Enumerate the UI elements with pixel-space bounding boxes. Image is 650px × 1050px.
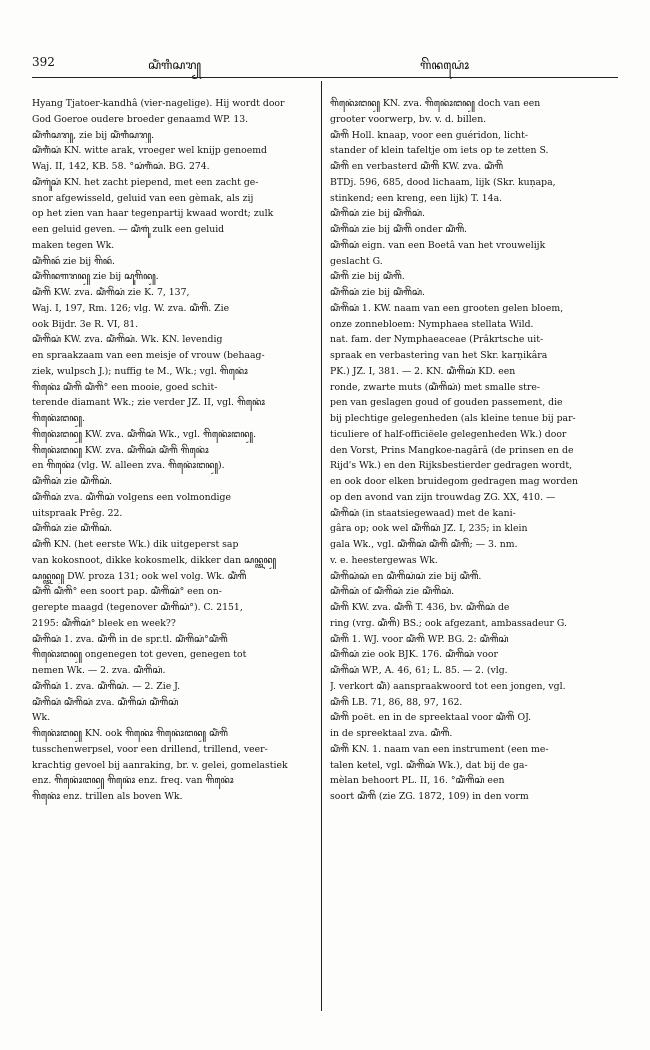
text-line: uitspraak Prêg. 22. <box>32 507 123 519</box>
text-line: den Vorst, Prins Mangkoe-nagârâ (de prinsen en de <box>330 444 574 456</box>
text-line: van kokosnoot, dikke kokosmelk, dikker dan ꦱꦤ꧀ꦠꦤ꧀ <box>32 554 277 566</box>
text-line: ꦒꦼꦤꦺꦴꦁꦔꦤ꧀ KW. zva. ꦱꦶꦁꦒꦼꦁꦱꦁ ꦱꦶꦁꦒꦼꦁ ꦒꦼꦤꦺꦴꦁ <box>32 444 209 456</box>
running-head-left: ꦱꦶꦁꦒꦶꦱꦫ꧀ <box>148 58 202 72</box>
text-line: grooter voorwerp, bv. v. d. billen. <box>330 113 487 125</box>
text-line: talen ketel, vgl. ꦱꦶꦁꦒꦼꦁꦱꦁ Wk.), dat bij de ga- <box>330 759 528 771</box>
text-line: ꦱꦶꦁꦒꦼꦁ LB. 71, 86, 88, 97, 162. <box>330 696 463 708</box>
text-line: onze zonnebloem: Nymphaea stellata Wild. <box>330 318 534 330</box>
text-line: ronde, zwarte muts (ꦱꦶꦁꦒꦼꦁꦱꦁ) met smalle stre- <box>330 381 540 393</box>
text-line: gala Wk., vgl. ꦱꦶꦁꦒꦼꦁꦱꦁ ꦱꦶꦁꦒꦼꦁ ꦱꦶꦁꦒꦼꦁ; — 3. nm. <box>330 539 518 550</box>
text-line: krachtig gevoel bij aanraking, br. v. gelei, gomelastiek <box>32 759 288 771</box>
text-line: PK.) JZ. I, 381. — 2. KN. ꦱꦶꦁꦒꦼꦁꦱꦁ KD. een <box>330 365 516 377</box>
text-line: soort ꦱꦶꦁꦒꦼꦁ (zie ZG. 1872, 109) in den vorm <box>330 791 529 802</box>
text-line: op den avond van zijn trouwdag ZG. XX, 410. — <box>330 491 556 503</box>
header-rule <box>32 77 618 78</box>
text-line: ꦱꦶꦁꦒꦼꦁ KN. (het eerste Wk.) dik uitgeperst sap <box>32 539 239 550</box>
text-line: ꦱꦶꦁꦒꦼꦁ ꦱꦶꦁꦒꦼꦁ° een soort pap. ꦱꦶꦁꦒꦼꦁꦱꦁ° een on- <box>32 586 222 598</box>
text-line: BTDj. 596, 685, dood lichaam, lijk (Skr. kuṇapa, <box>330 176 556 188</box>
text-line: bij plechtige gelegenheden (als kleine tenue bij par- <box>330 413 576 424</box>
text-line: ꦱꦶꦁꦒꦼꦁꦱꦁ 1. zva. ꦱꦶꦁꦒꦼꦁ in de spr.tl. ꦱꦶꦁꦒꦼꦁꦱꦁ°ꦱꦶꦁꦒꦼꦁ <box>32 633 228 645</box>
text-line: ꦱꦶꦁꦒꦼꦁ en verbasterd ꦱꦶꦁꦒꦼꦁ KW. zva. ꦱꦶꦁꦒꦼꦁ <box>330 161 503 172</box>
text-line: ꦱꦶꦁꦒꦼꦁꦱꦁ 1. KW. naam van een grooten gelen bloem, <box>330 302 564 314</box>
text-line: ꦱꦶꦁꦒꦼꦁ Holl. knaap, voor een guéridon, licht- <box>330 129 529 141</box>
text-line: stinkend; een kreng, een lijk) T. 14a. <box>330 192 503 204</box>
text-line: ꦱꦶꦁꦒꦶꦱꦫ꧀, zie bij ꦱꦶꦁꦒꦶꦱꦫ꧀. <box>32 129 155 141</box>
text-line: mèlan behoort PL. II, 16. °ꦱꦶꦁꦒꦼꦁꦱꦁ een <box>330 775 505 787</box>
text-line: ook Bijdr. 3e R. VI, 81. <box>32 318 139 330</box>
text-line: ꦱꦶꦁꦒꦼꦁꦱꦁ WP., A. 46, 61; L. 85. — 2. (vlg. <box>330 665 508 676</box>
text-line: maken tegen Wk. <box>32 239 115 251</box>
text-line: ꦱꦶꦁꦒꦼꦁꦱꦁ 1. zva. ꦱꦶꦁꦒꦼꦁꦱꦁ. — 2. Zie J. <box>32 680 181 692</box>
text-line: ꦱꦶꦁꦒꦼꦁꦱꦁ zie bij ꦱꦶꦁꦒꦼꦁ onder ꦱꦶꦁꦒꦼꦁ. <box>330 224 468 235</box>
page-number: 392 <box>32 55 55 69</box>
text-line: ꦱꦶꦁꦒꦼꦁꦱꦁ ꦱꦶꦁꦒꦼꦁꦱꦁ zva. ꦱꦶꦁꦒꦼꦁꦱꦁ ꦱꦶꦁꦒꦼꦁꦱꦁ <box>32 696 179 708</box>
text-line: ꦱꦶꦁꦒꦼꦁꦱꦁ zie ꦱꦶꦁꦒꦼꦁꦱꦁ. <box>32 523 113 535</box>
text-line: een geluid geven. — ꦱꦶꦁꦒꦸꦁ zulk een geluid <box>32 224 225 235</box>
text-line: op het zien van haar tegenpartij kwaad wordt; zulk <box>32 208 274 220</box>
text-line: ꦱꦶꦁꦒꦼꦁꦱꦁ zva. ꦱꦶꦁꦒꦼꦁꦱꦁ volgens een volmondige <box>32 491 231 503</box>
text-line: ꦱꦶꦁꦒꦶꦁꦱꦁ KN. witte arak, vroeger wel knijp genoemd <box>32 145 267 157</box>
text-line: ꦒꦼꦤꦺꦴꦁꦔꦤ꧀ KW. zva. ꦱꦶꦁꦒꦼꦁꦱꦁ Wk., vgl. ꦒꦼꦤꦺꦴꦁꦔꦤ꧀. <box>32 428 256 440</box>
text-line: ꦱꦤ꧀ꦠꦤ꧀ DW. proza 131; ook wel volg. Wk. ꦱꦶꦁꦒꦼꦁ <box>32 570 247 582</box>
text-line: Rijd's Wk.) en den Rijksbestierder gedragen wordt, <box>330 460 573 472</box>
text-line: Wk. <box>32 712 51 724</box>
text-line: stander of klein tafeltje om iets op te zetten S. <box>330 145 549 157</box>
text-line: terende diamant Wk.; zie verder JZ. II, vgl. ꦒꦼꦤꦺꦴꦁ <box>32 397 266 409</box>
text-line: ꦱꦶꦁꦒꦼꦁꦱꦁ zie bij ꦱꦶꦁꦒꦼꦁꦱꦁ. <box>330 287 425 298</box>
text-line: ꦱꦶꦁꦒꦸꦁꦱꦁ KN. het zacht piepend, met een zacht ge- <box>32 176 259 188</box>
text-line: Hyang Tjatoer-kandhâ (vier-nagelige). Hij wordt door <box>32 98 285 109</box>
text-line: ꦱꦶꦁꦒꦼꦤꦂ zie bij ꦒꦼꦤꦂ. <box>32 255 115 267</box>
text-line: ꦱꦶꦁꦒꦼꦁꦱꦁ of ꦱꦶꦁꦒꦼꦁꦱꦁ zie ꦱꦶꦁꦒꦼꦁꦱꦁ. <box>330 586 455 598</box>
text-line: ꦒꦼꦤꦺꦴꦁꦔꦤ꧀ KN. zva. ꦒꦼꦤꦺꦴꦁꦔꦤ꧀ doch van een <box>330 98 541 109</box>
text-line: ꦱꦶꦁꦒꦼꦁ poët. en in de spreektaal voor ꦱꦶꦁꦒꦼꦁ OJ. <box>330 712 532 724</box>
text-line: ꦒꦼꦤꦺꦴꦁꦔꦤ꧀ ongenegen tot geven, genegen tot <box>32 649 247 661</box>
page-header <box>0 52 650 74</box>
text-line: ꦱꦶꦁꦒꦼꦁ 1. WJ. voor ꦱꦶꦁꦒꦼꦁ WP. BG. 2: ꦱꦶꦁꦒꦼꦁꦱꦁ <box>330 633 509 645</box>
left-column <box>32 96 312 805</box>
text-line: ꦒꦼꦤꦺꦴꦁ enz. trillen als boven Wk. <box>32 791 183 802</box>
text-line: ꦱꦶꦁꦒꦼꦁꦱꦁ zie bij ꦱꦶꦁꦒꦼꦁꦱꦁ. <box>330 208 425 220</box>
running-head-right: ꦒꦼꦤꦝꦺꦴꦁ <box>420 58 470 72</box>
text-line: ꦱꦶꦁꦒꦼꦁꦱꦁ zie ꦱꦶꦁꦒꦼꦁꦱꦁ. <box>32 476 113 487</box>
text-line: ꦱꦶꦁꦒꦼꦁ KW. zva. ꦱꦶꦁꦒꦼꦁꦱꦁ zie K. 7, 137, <box>32 287 190 298</box>
text-line: tusschenwerpsel, voor een drillend, trillend, veer- <box>32 743 268 755</box>
text-line: ring (vrg. ꦱꦶꦁꦒꦼꦁ) BS.; ook afgezant, ambassadeur G. <box>330 617 567 629</box>
text-line: ticuliere of half-officiëele gelegenheden Wk.) door <box>330 428 567 440</box>
text-line: snor afgewisseld, geluid van een gèmak, als zij <box>32 192 254 204</box>
text-line: ꦱꦶꦁꦒꦼꦁꦱꦁ zie ook BJK. 176. ꦱꦶꦁꦒꦼꦁꦱꦁ voor <box>330 649 498 661</box>
text-line: ꦱꦶꦁꦒꦼꦁꦱꦁ KW. zva. ꦱꦶꦁꦒꦼꦁꦱꦁ. Wk. KN. levendig <box>32 334 223 346</box>
text-line: ꦒꦼꦤꦺꦴꦁꦔꦤ꧀. <box>32 413 85 424</box>
text-line: gâra op; ook wel ꦱꦶꦁꦒꦼꦁꦱꦁ JZ. I, 235; in klein <box>330 523 528 535</box>
text-line: en ook door elken bruidegom gedragen mag worden <box>330 476 578 487</box>
text-line: ꦱꦶꦁꦒꦼꦁꦱꦁꦱꦁ en ꦱꦶꦁꦒꦼꦁꦱꦁꦱꦁ zie bij ꦱꦶꦁꦒꦼꦁ. <box>330 570 482 582</box>
column-divider <box>321 81 322 1011</box>
text-line: en spraakzaam van een meisje of vrouw (behaag- <box>32 350 265 361</box>
text-line: ꦒꦼꦤꦺꦴꦁ ꦱꦶꦁꦒꦼꦁ ꦱꦶꦁꦒꦼꦁ° een mooie, goed schit- <box>32 381 218 393</box>
text-line: ꦱꦶꦁꦒꦼꦁ KN. 1. naam van een instrument (een me- <box>330 743 549 755</box>
text-line: Waj. I, 197, Rm. 126; vlg. W. zva. ꦱꦶꦁꦒꦼꦁ. Zie <box>32 302 230 314</box>
text-line: pen van geslagen goud of gouden passement, die <box>330 397 563 409</box>
text-line: ꦱꦶꦁꦒꦼꦁꦱꦁ eign. van een Boetâ van het vrouwelijk <box>330 239 546 251</box>
text-line: enz. ꦒꦼꦤꦺꦴꦁꦔꦤ꧀ ꦒꦼꦤꦺꦴꦁ enz. freq. van ꦒꦼꦤꦺꦴꦁ <box>32 775 234 787</box>
text-line: Waj. II, 142, KB. 58. °ꦱꦁꦒꦶꦁꦱꦁ. BG. 274. <box>32 161 210 172</box>
text-line: ziek, wulpsch J.); nuffig te M., Wk.; vgl. ꦒꦼꦤꦺꦴꦁ <box>32 365 248 377</box>
text-line: in de spreektaal zva. ꦱꦶꦁꦒꦼꦁ. <box>330 728 453 739</box>
right-column <box>330 96 610 805</box>
text-line: nemen Wk. — 2. zva. ꦱꦶꦁꦒꦼꦁꦱꦁ. <box>32 665 166 676</box>
text-line: v. e. heestergewas Wk. <box>330 554 438 566</box>
text-line: spraak en verbastering van het Skr. karṇikâra <box>330 350 548 361</box>
text-line: 2195: ꦱꦶꦁꦒꦼꦁꦱꦁ° bleek en week?? <box>32 617 176 629</box>
text-line: en ꦒꦼꦤꦺꦴꦁ (vlg. W. alleen zva. ꦒꦼꦤꦺꦴꦁꦔꦤ꧀). <box>32 460 225 472</box>
text-line: geslacht G. <box>330 255 383 267</box>
text-line: ꦱꦶꦁꦒꦼꦁ zie bij ꦱꦶꦁꦒꦼꦁ. <box>330 271 405 283</box>
text-line: ꦱꦶꦁꦒꦼꦁꦱꦁ (in staatsiegewaad) met de kani- <box>330 507 516 519</box>
text-line: J. verkort ꦱꦶꦁ) aanspraakwoord tot een jongen, vgl. <box>330 680 566 692</box>
text-line: ꦒꦼꦤꦺꦴꦁꦔꦤ꧀ KN. ook ꦒꦼꦤꦺꦴꦁ ꦒꦼꦤꦺꦴꦁꦔꦤ꧀ ꦱꦶꦁꦒꦼꦁ <box>32 728 228 739</box>
text-line: gerepte maagd (tegenover ꦱꦶꦁꦒꦼꦁꦱꦁ°). C. 2151, <box>32 602 243 613</box>
text-line: ꦱꦶꦁꦒꦼꦤꦒꦫꦤ꧀ zie bij ꦱꦸꦒꦼꦤ꧀. <box>32 271 159 283</box>
text-line: ꦱꦶꦁꦒꦼꦁ KW. zva. ꦱꦶꦁꦒꦼꦁ T. 436, bv. ꦱꦶꦁꦒꦼꦁꦱꦁ de <box>330 602 510 613</box>
text-line: nat. fam. der Nymphaeaceae (Prâkrtsche uit- <box>330 334 544 346</box>
text-line: God Goeroe oudere broeder genaamd WP. 13. <box>32 113 249 125</box>
